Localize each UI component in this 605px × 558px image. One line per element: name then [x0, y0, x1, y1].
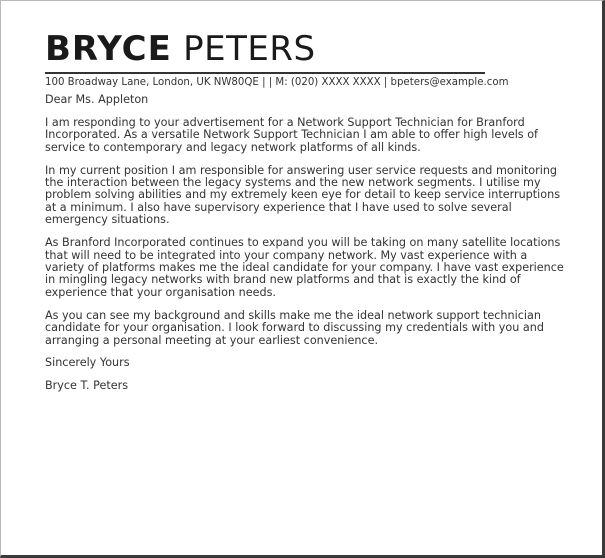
letter-body	[45, 94, 565, 403]
paragraph-intro: I am responding to your advertisement for a Network Support Technician for Branford Incorporated. As a versatile Network Support Technician I am able to offer high levels of service to contemporary and legacy network platforms of all kinds.	[45, 115, 538, 154]
paragraph-conclusion: As you can see my background and skills make me the ideal network support technician candidate for your organisation. I look forward to discussing my credentials with you and arranging a personal meeting at your earliest convenience.	[45, 308, 544, 347]
applicant-name	[45, 29, 582, 69]
first-name: BRYCE	[45, 29, 172, 69]
letter-header	[45, 29, 582, 89]
last-name: PETERS	[183, 29, 316, 69]
salutation: Dear Ms. Appleton	[45, 93, 149, 106]
closing: Sincerely Yours	[45, 356, 130, 370]
signature: Bryce T. Peters	[45, 379, 129, 393]
paragraph-current-position: In my current position I am responsible for answering user service requests and monitoring the interaction between the legacy systems and the new network segments. I utilise my problem solving abilities and my extremely keen eye for detail to keep service interruptions at a minimum. I also have supervisory experience that I have used to solve several emergency situations.	[45, 163, 561, 227]
contact-line: 100 Broadway Lane, London, UK NW80QE | | M: (020) XXXX XXXX | bpeters@example.com	[45, 72, 485, 89]
paragraph-expansion: As Branford Incorporated continues to expand you will be taking on many satellite locations that will need to be integrated into your company network. My vast experience with a variety of platforms makes me the ideal candidate for your company. I have vast experience in mingling legacy networks with brand new platforms and that is exactly the kind of experience that your organisation needs.	[45, 236, 564, 299]
